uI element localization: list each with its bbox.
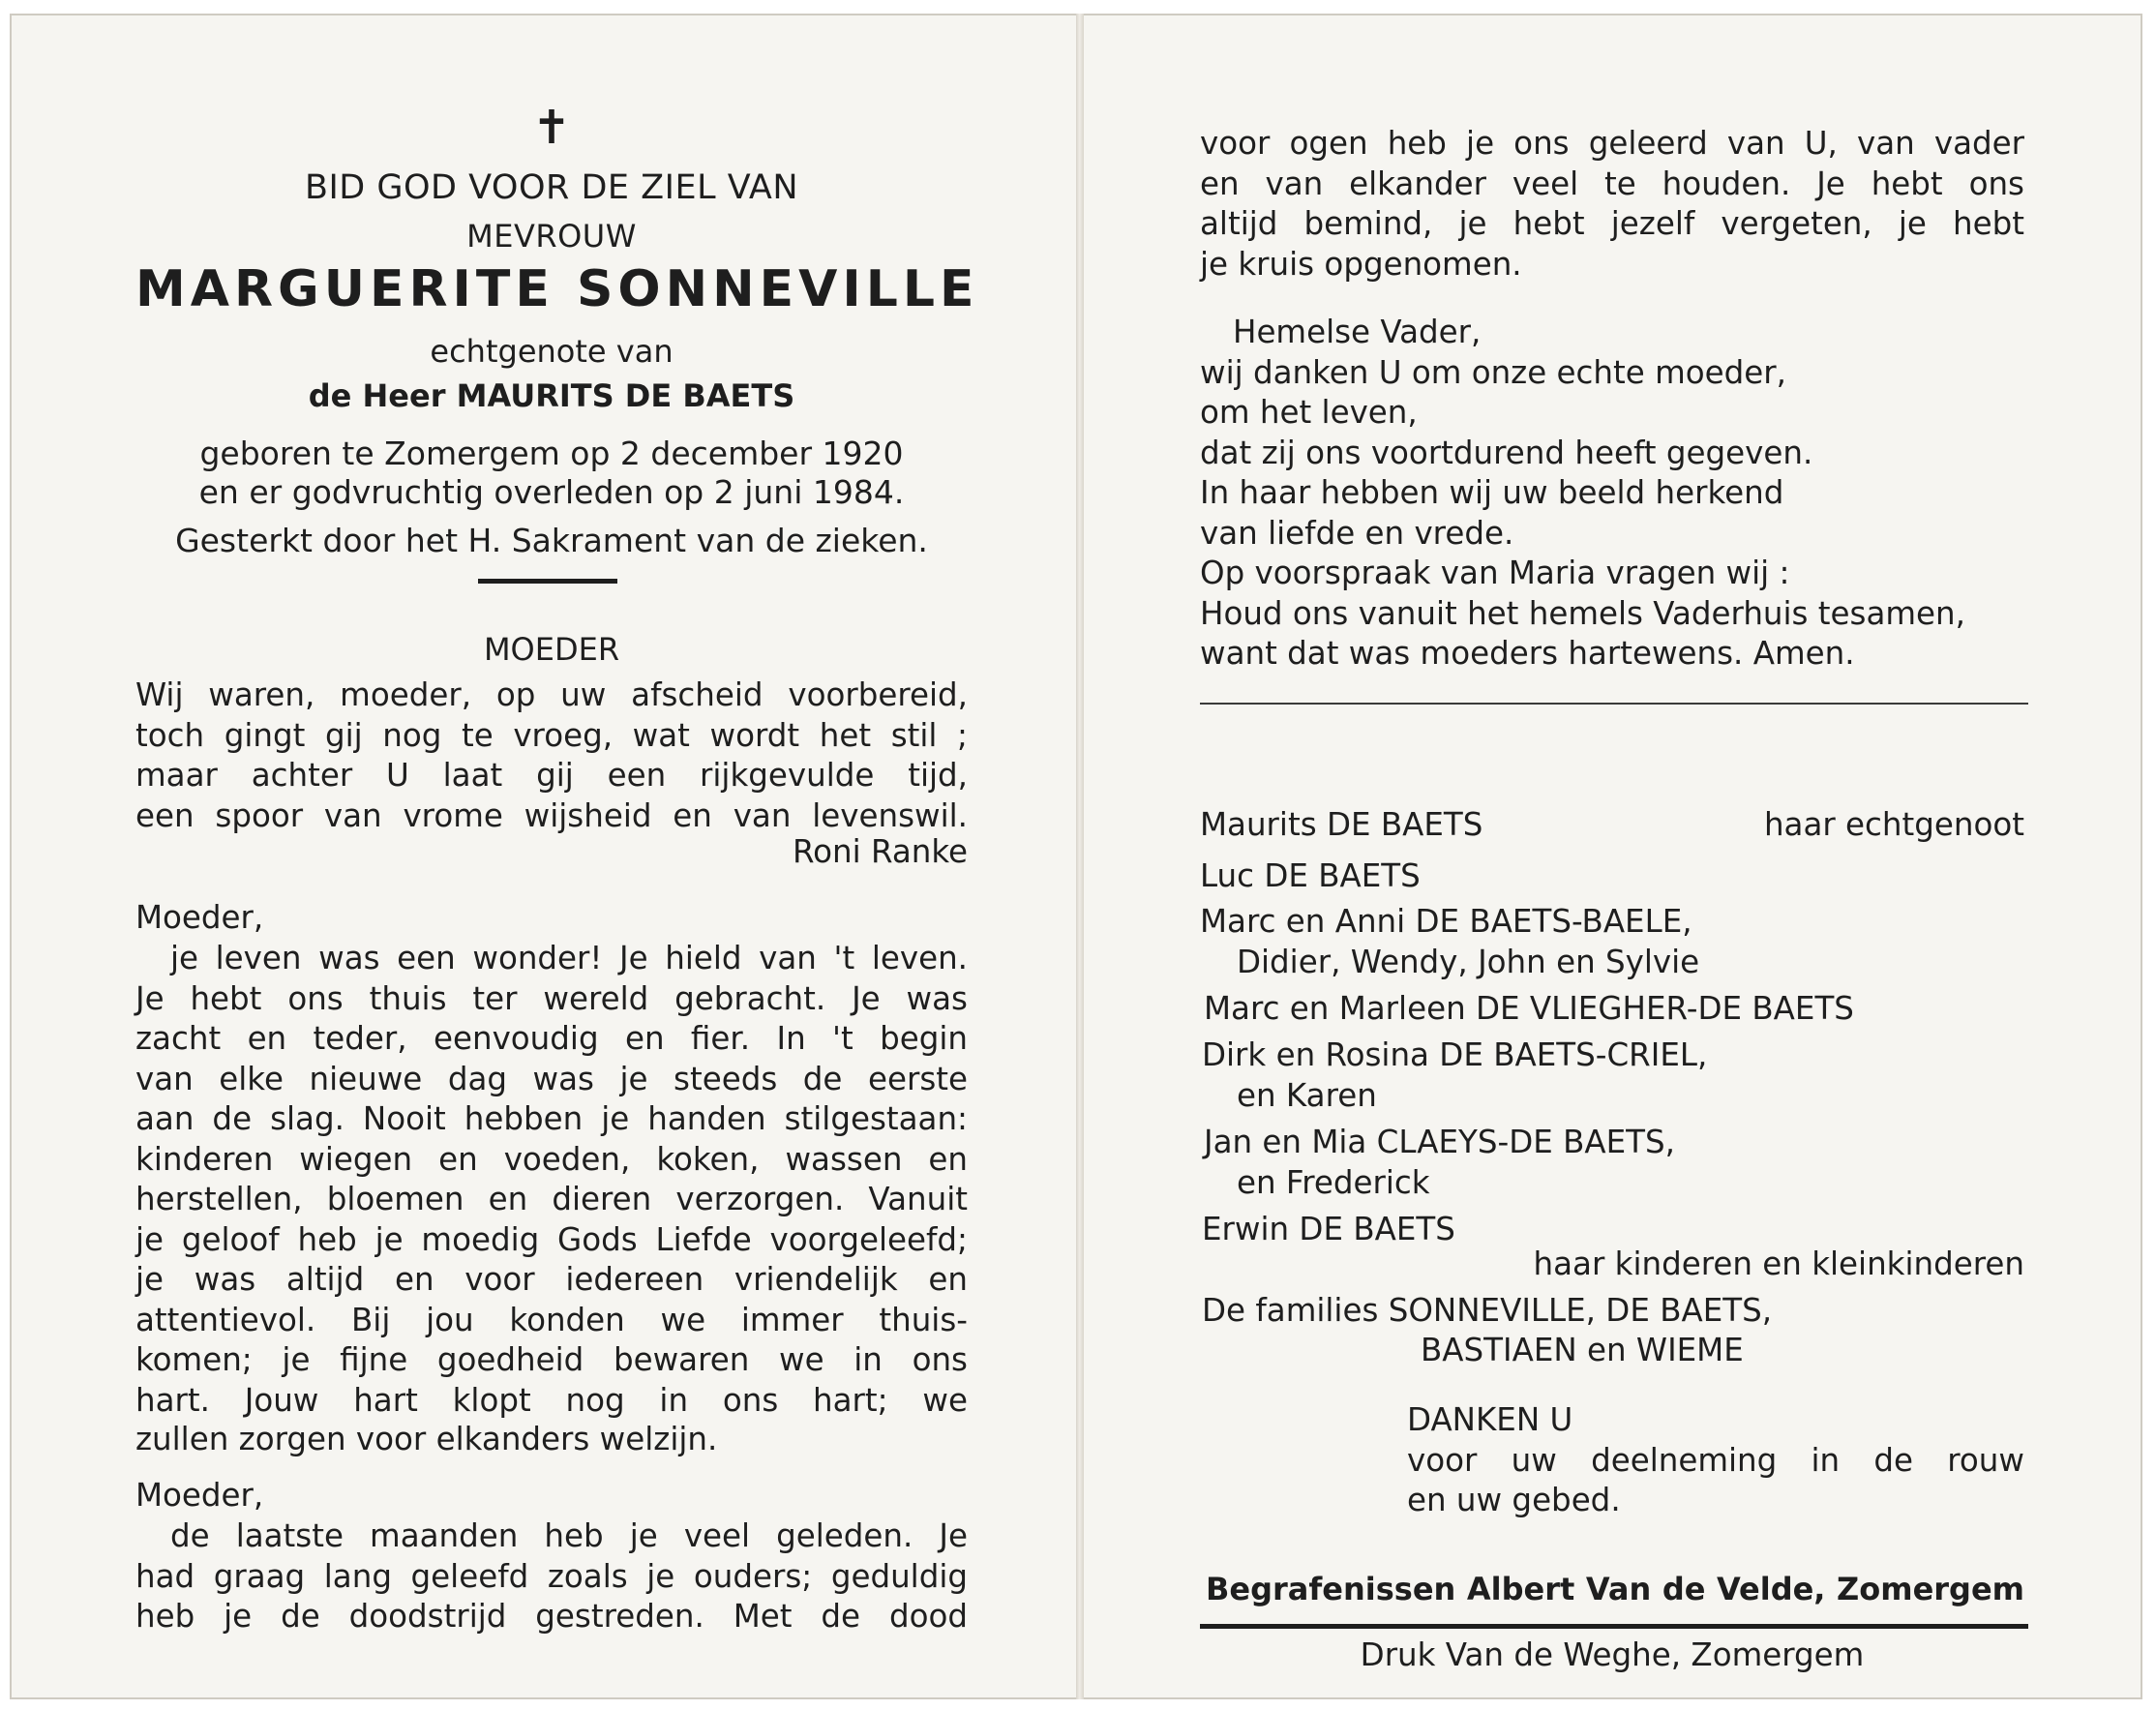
paragraph-line: kinderen wiegen en voeden, koken, wassen en: [135, 1140, 968, 1178]
prayer: [1200, 313, 1965, 675]
paragraph-line: heb je de doodstrijd gestreden. Met de dood: [135, 1598, 968, 1635]
paragraph-1-body: [135, 979, 968, 1422]
header-line-1: BID GOD VOOR DE ZIEL VAN: [304, 168, 799, 207]
family-member: Jan en Mia CLAEYS-DE BAETS,: [1204, 1124, 1675, 1160]
poem-line: maar achter U laat gij een rijkgevulde tijd,: [135, 757, 968, 794]
death-line: en er godvruchtig overleden op 2 juni 1984.: [198, 473, 905, 511]
family-member: Marc en Marleen DE VLIEGHER-DE BAETS: [1204, 990, 1854, 1027]
salutation-2: Moeder,: [135, 1477, 264, 1514]
prayer-line: van liefde en vrede.: [1200, 514, 1514, 552]
spouse-prefix: de Heer: [308, 377, 446, 414]
divider: [1200, 703, 2028, 705]
families-line-1: De families SONNEVILLE, DE BAETS,: [1202, 1292, 1773, 1329]
deceased-name: MARGUERITE SONNEVILLE: [135, 260, 979, 318]
paragraph-line: had graag lang geleefd zoals je ouders; geduldig: [135, 1557, 968, 1595]
thanks-text: voor uw deelneming in de rouw: [1407, 1442, 2024, 1479]
poem-line: een spoor van vrome wijsheid en van levenswil.: [135, 796, 968, 834]
paragraph-line: je leven was een wonder! Je hield van 't leven.: [170, 940, 968, 976]
spouse-name: MAURITS DE BAETS: [456, 377, 795, 414]
poem-author: Roni Ranke: [792, 833, 968, 870]
cross-icon: ✝: [531, 101, 572, 155]
paragraph-line: de laatste maanden heb je veel geleden. Je: [170, 1517, 968, 1554]
poem-line: Wij waren, moeder, op uw afscheid voorbereid,: [135, 676, 968, 713]
thanks-line-2: en uw gebed.: [1407, 1482, 1621, 1518]
paragraph-line: voor ogen heb je ons geleerd van U, van vader: [1200, 125, 2024, 162]
paragraph-2-body: [135, 1557, 968, 1637]
families-line-2: BASTIAEN en WIEME: [1421, 1332, 1744, 1368]
family-member: Luc DE BAETS: [1200, 857, 1421, 894]
continuation-last-line: je kruis opgenomen.: [1200, 245, 1522, 283]
spouse-label: echtgenote van: [430, 333, 674, 370]
paragraph-2-first: [170, 1516, 968, 1557]
divider: [478, 579, 617, 584]
family-grandchildren: Didier, Wendy, John en Sylvie: [1237, 944, 1700, 980]
family-grandchildren: en Frederick: [1237, 1164, 1430, 1201]
paragraph-line: herstellen, bloemen en dieren verzorgen. Vanuit: [135, 1181, 968, 1217]
paragraph-1: [135, 939, 968, 979]
husband-role: haar echtgenoot: [1763, 806, 2024, 843]
poem-title: MOEDER: [483, 631, 620, 668]
paragraph-line: komen; je fijne goedheid bewaren we in ons: [135, 1341, 968, 1378]
paragraph-line: en van elkander veel te houden. Je hebt ons: [1200, 165, 2024, 202]
prayer-line: om het leven,: [1200, 394, 1418, 431]
paragraph-line: van elke nieuwe dag was je steeds de eerste: [135, 1060, 968, 1097]
card-fold: [1076, 14, 1084, 1699]
prayer-line: want dat was moeders hartewens. Amen.: [1200, 635, 1855, 672]
family-grandchildren: en Karen: [1237, 1077, 1377, 1114]
prayer-line: Hemelse Vader,: [1233, 314, 1482, 350]
family-member: Dirk en Rosina DE BAETS-CRIEL,: [1202, 1036, 1708, 1073]
right-page: [1200, 0, 2024, 1711]
left-page: [135, 0, 979, 1711]
header-line-2: MEVROUW: [466, 218, 637, 255]
prayer-line: In haar hebben wij uw beeld herkend: [1200, 474, 1784, 511]
printer: Druk Van de Weghe, Zomergem: [1360, 1636, 1865, 1673]
family-member: Marc en Anni DE BAETS-BAELE,: [1200, 903, 1692, 940]
paragraph-line: aan de slag. Nooit hebben je handen stilgestaan:: [135, 1100, 968, 1137]
sacrament-line: Gesterkt door het H. Sakrament van de zieken.: [175, 522, 928, 559]
paragraph-line: zacht en teder, eenvoudig en fier. In 't begin: [135, 1020, 968, 1057]
divider: [1200, 1624, 2028, 1629]
husband-name: Maurits DE BAETS: [1200, 806, 1483, 843]
spouse-line: [135, 377, 968, 414]
paragraph-1-last-line: zullen zorgen voor elkanders welzijn.: [135, 1421, 718, 1457]
paragraph-line: je was altijd en voor iedereen vriendelijk en: [135, 1261, 968, 1298]
paragraph-line: altijd bemind, je hebt jezelf vergeten, je hebt: [1200, 205, 2024, 242]
paragraph-line: hart. Jouw hart klopt nog in ons hart; we: [135, 1381, 968, 1419]
prayer-line: Op voorspraak van Maria vragen wij :: [1200, 555, 1790, 591]
thanks-title: DANKEN U: [1407, 1401, 1573, 1438]
salutation-1: Moeder,: [135, 899, 264, 936]
prayer-line: wij danken U om onze echte moeder,: [1200, 353, 1786, 391]
birth-line: geboren te Zomergem op 2 december 1920: [199, 435, 904, 472]
children-role: haar kinderen en kleinkinderen: [1533, 1246, 2024, 1282]
poem-line: toch gingt gij nog te vroeg, wat wordt het stil ;: [135, 716, 968, 754]
paragraph-line: attentievol. Bij jou konden we immer thuis-: [135, 1301, 968, 1338]
poem: [135, 675, 968, 836]
paragraph-line: Je hebt ons thuis ter wereld gebracht. Je was: [135, 979, 968, 1017]
thanks-line-1: [1407, 1441, 2024, 1482]
paragraph-line: je geloof heb je moedig Gods Liefde voorgeleefd;: [135, 1220, 968, 1258]
funeral-home: Begrafenissen Albert Van de Velde, Zomergem: [1206, 1571, 2024, 1607]
family-member: Erwin DE BAETS: [1202, 1211, 1455, 1247]
continuation-text: [1200, 124, 2024, 245]
prayer-line: Houd ons vanuit het hemels Vaderhuis tesamen,: [1200, 594, 1965, 632]
prayer-line: dat zij ons voortdurend heeft gegeven.: [1200, 434, 1813, 471]
